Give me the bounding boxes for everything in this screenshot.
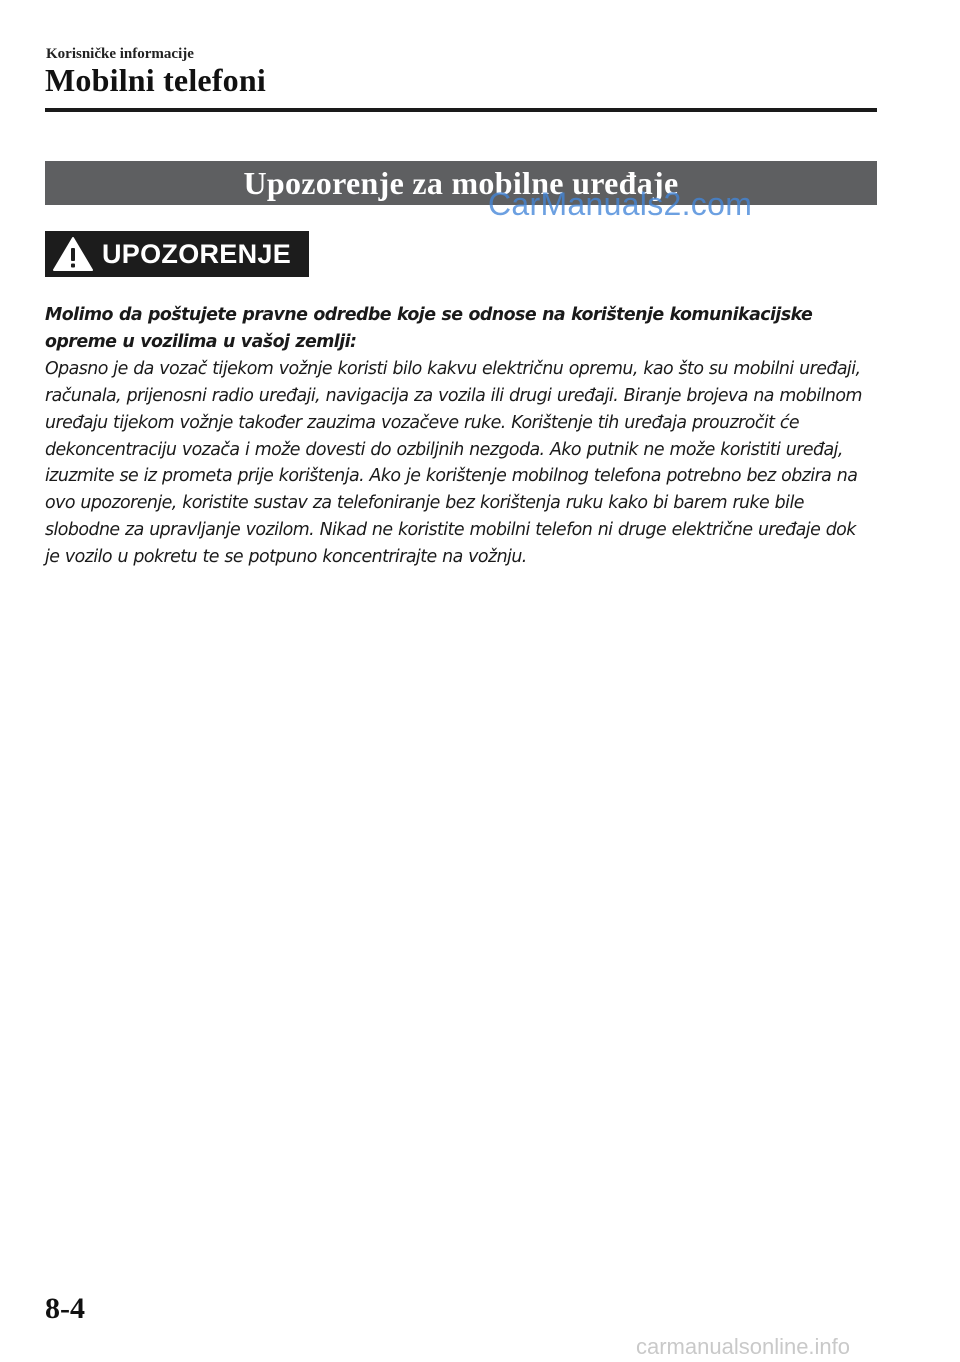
page-number: 8-4 (45, 1292, 85, 1325)
section-label: Korisničke informacije (46, 46, 194, 62)
warning-body: Opasno je da vozač tijekom vožnje koristi bilo kakvu električnu opremu, kao što su mobilni uređaji, računala, prijenosni radio uređaji, navigacija za vozila ili drugi uređaji. Biranje brojeva na mobilnom uređaju tijekom vožnje također zauzima vozačeve ruke. Korištenje tih uređaja prouzročit će dekoncentraciju vozača i može dovesti do ozbiljnih nezgoda. Ako putnik ne može koristiti uređaj, izuzmite se iz prometa prije korištenja. Ako je korištenje mobilnog telefona potrebno bez obzira na ovo upozorenje, koristite sustav za telefoniranje bez korištenja ruku kako bi barem ruke bile slobodne za upravljanje vozilom. Nikad ne koristite mobilni telefon ni druge električne uređaje dok je vozilo u pokretu te se potpuno koncentrirajte na vožnju. (45, 358, 862, 568)
warning-text (45, 302, 875, 571)
warning-triangle-icon (52, 236, 94, 272)
warning-label: UPOZORENJE (102, 238, 292, 269)
warning-badge (45, 231, 309, 277)
watermark-top: CarManuals2.com (488, 186, 753, 222)
chapter-title: Mobilni telefoni (45, 62, 266, 98)
section-banner (45, 161, 877, 205)
watermark-bottom: carmanualsonline.info (636, 1334, 851, 1359)
warning-lead: Molimo da poštujete pravne odredbe koje se odnose na korištenje komunikacijske opreme u vozilima u vašoj zemlji: (45, 305, 813, 352)
title-divider (45, 108, 877, 112)
section-title: Upozorenje za mobilne uređaje (243, 164, 679, 201)
